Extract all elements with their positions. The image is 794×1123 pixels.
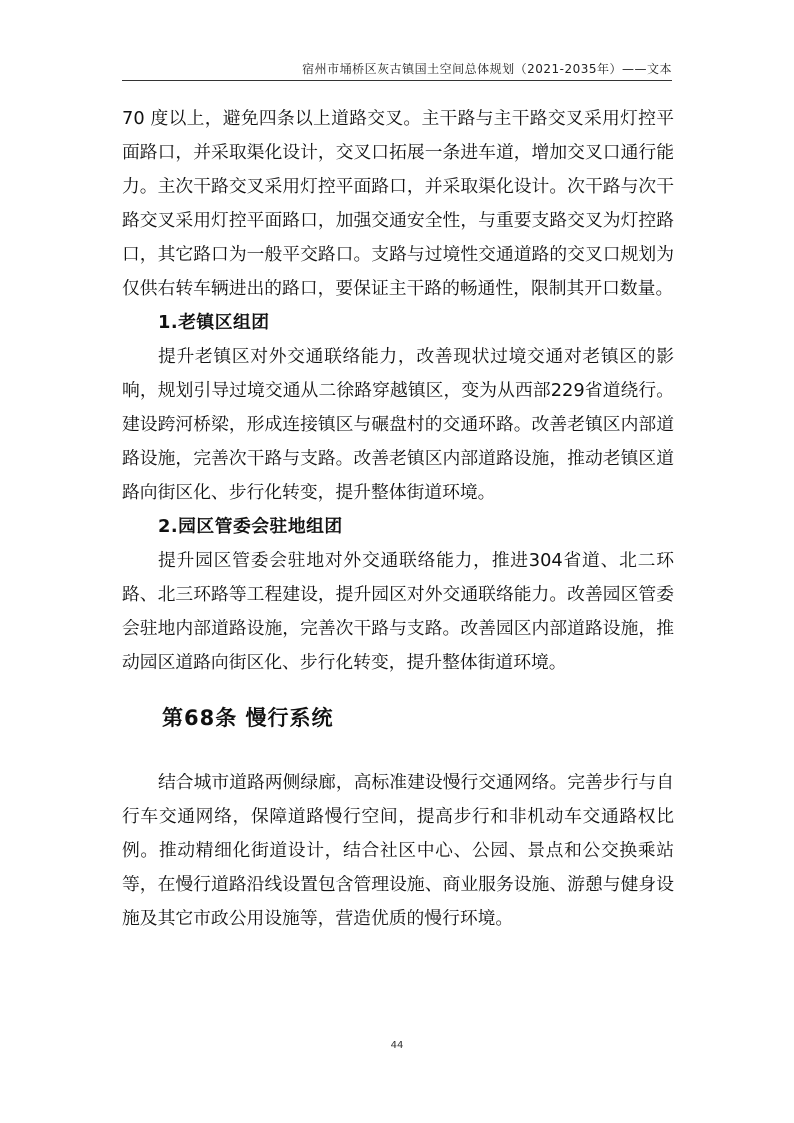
- section-paragraph-park-committee: 提升园区管委会驻地对外交通联络能力，推进304省道、北二环路、北三环路等工程建设，提升园区对外交通联络能力。改善园区管委会驻地内部道路设施，完善次干路与支路。改善园区内部道路设施，推动园区道路向街区化、步行化转变，提升整体街道环境。: [122, 550, 674, 673]
- article-paragraph: 结合城市道路两侧绿廊，高标准建设慢行交通网络。完善步行与自行车交通网络，保障道路慢行空间，提高步行和非机动车交通路权比例。推动精细化街道设计，结合社区中心、公园、景点和公交换乘站等，在慢行道路沿线设置包含管理设施、商业服务设施、游憩与健身设施及其它市政公用设施等，营造优质的慢行环境。: [122, 772, 674, 929]
- header-rule: [122, 80, 672, 81]
- section-heading-park-committee: 2.园区管委会驻地组团: [158, 516, 343, 537]
- article-title: 第68条 慢行系统: [162, 706, 334, 730]
- section-heading-old-town: 1.老镇区组团: [158, 312, 270, 333]
- intro-paragraph: 70 度以上，避免四条以上道路交叉。主干路与主干路交叉采用灯控平面路口，并采取渠化设计，交叉口拓展一条进车道，增加交叉口通行能力。主次干路交叉采用灯控平面路口，并采取渠化设计。次干路与次干路交叉采用灯控平面路口，加强交通安全性，与重要支路交叉为灯控路口，其它路口为一般平交路口。支路与过境性交通道路的交叉口规划为仅供右转车辆进出的路口，要保证主干路的畅通性，限制其开口数量。: [122, 108, 674, 299]
- running-header: 宿州市埇桥区灰古镇国土空间总体规划（2021-2035年）——文本: [302, 62, 672, 76]
- page-number: 44: [390, 1040, 404, 1051]
- document-body: [122, 102, 674, 936]
- section-paragraph-old-town: 提升老镇区对外交通联络能力，改善现状过境交通对老镇区的影响，规划引导过境交通从二徐路穿越镇区，变为从西部229省道绕行。建设跨河桥梁，形成连接镇区与碾盘村的交通环路。改善老镇区内部道路设施，完善次干路与支路。改善老镇区内部道路设施，推动老镇区道路向街区化、步行化转变，提升整体街道环境。: [122, 346, 674, 503]
